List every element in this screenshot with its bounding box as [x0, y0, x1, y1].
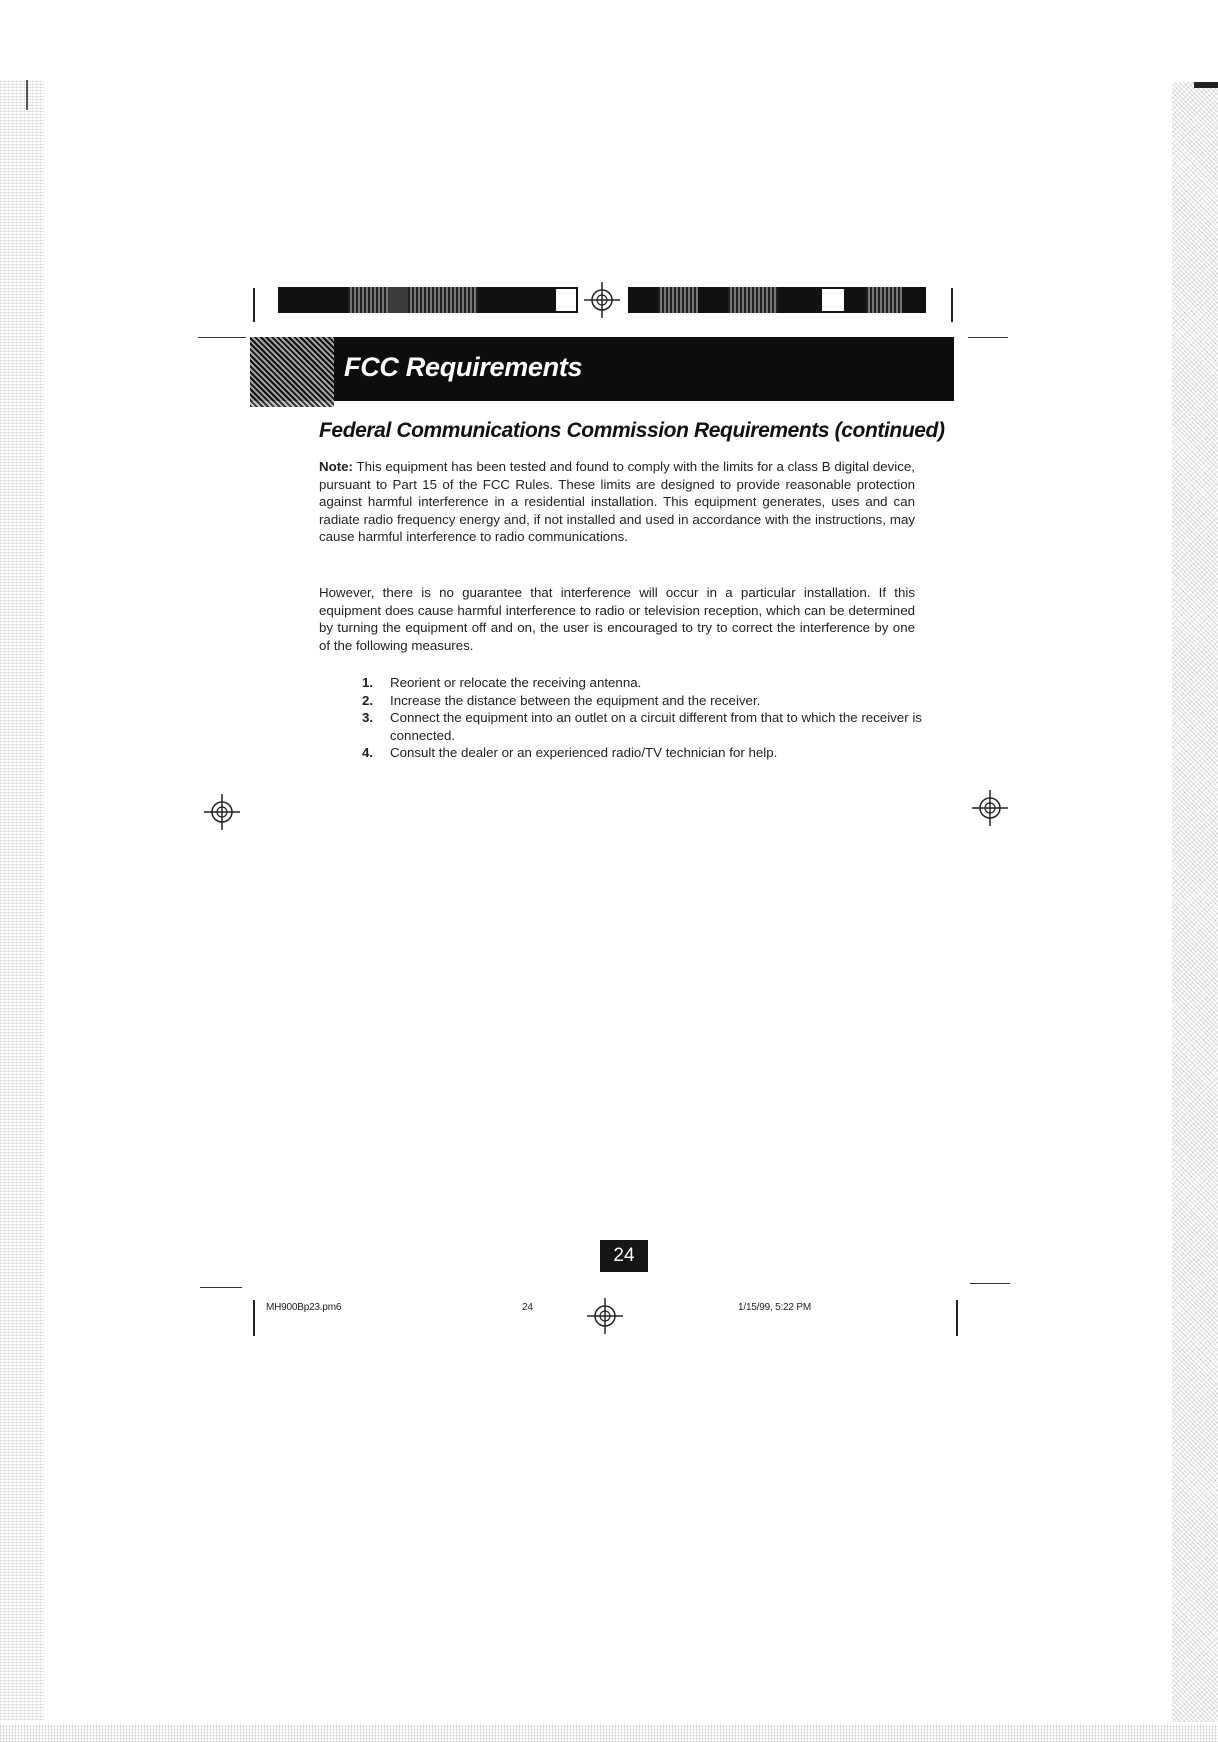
scan-edge-right	[1172, 82, 1218, 1722]
page-number-badge: 24	[600, 1240, 648, 1272]
trim-mark	[253, 288, 255, 322]
scan-edge-mark	[1194, 82, 1218, 88]
crosshair-icon	[204, 794, 240, 830]
list-item-number: 1.	[362, 675, 374, 690]
measures-list	[362, 674, 922, 762]
trim-mark	[951, 288, 953, 322]
trim-mark	[956, 1300, 958, 1336]
page-title: FCC Requirements	[344, 352, 583, 382]
trim-mark	[970, 1283, 1010, 1284]
list-item	[362, 674, 922, 692]
trim-mark	[253, 1300, 255, 1336]
crosshair-icon	[972, 790, 1008, 826]
trim-mark	[198, 337, 246, 338]
list-item-text: Increase the distance between the equipment and the receiver.	[390, 692, 761, 708]
section-heading: Federal Communications Commission Requirements (continued)	[319, 419, 945, 442]
header-texture	[250, 337, 334, 407]
note-label: Note:	[319, 459, 353, 474]
scan-edge-bottom	[0, 1724, 1218, 1742]
scan-edge-mark	[26, 80, 28, 110]
registration-strip-right	[628, 287, 926, 313]
list-item	[362, 692, 922, 710]
trim-mark	[200, 1287, 242, 1288]
footer-file-name: MH900Bp23.pm6	[266, 1302, 342, 1313]
list-item-number: 3.	[362, 710, 374, 726]
list-item-text: Consult the dealer or an experienced radio/TV technician for help.	[390, 745, 778, 761]
list-item-number: 2.	[362, 692, 374, 708]
list-item-text: Reorient or relocate the receiving antenna.	[390, 675, 642, 690]
registration-strip-left	[278, 287, 578, 313]
footer-timestamp: 1/15/99, 5:22 PM	[738, 1302, 811, 1313]
trim-mark	[968, 337, 1008, 338]
list-item	[362, 744, 922, 762]
list-item-text: Connect the equipment into an outlet on a circuit different from that to which the receiver is connected.	[390, 710, 922, 743]
guarantee-paragraph: However, there is no guarantee that interference will occur in a particular installation. If this equipment does cause harmful interference to radio or television reception, which can be determined by turning the equipment off and on, the user is encouraged to try to correct the interference by one of the following measures.	[319, 585, 915, 653]
scan-edge-left	[0, 80, 44, 1720]
note-text: This equipment has been tested and found to comply with the limits for a class B digital device, pursuant to Part 15 of the FCC Rules. These limits are designed to provide reasonable protection against harmful interference in a residential installation. This equipment generates, uses and can radiate radio frequency energy and, if not installed and used in accordance with the instructions, may cause harmful interference to radio communications.	[319, 459, 915, 545]
crosshair-icon	[584, 282, 620, 318]
list-item	[362, 709, 922, 744]
footer-page: 24	[522, 1302, 533, 1313]
note-paragraph	[319, 458, 915, 546]
crosshair-icon	[587, 1298, 623, 1334]
list-item-number: 4.	[362, 745, 374, 761]
